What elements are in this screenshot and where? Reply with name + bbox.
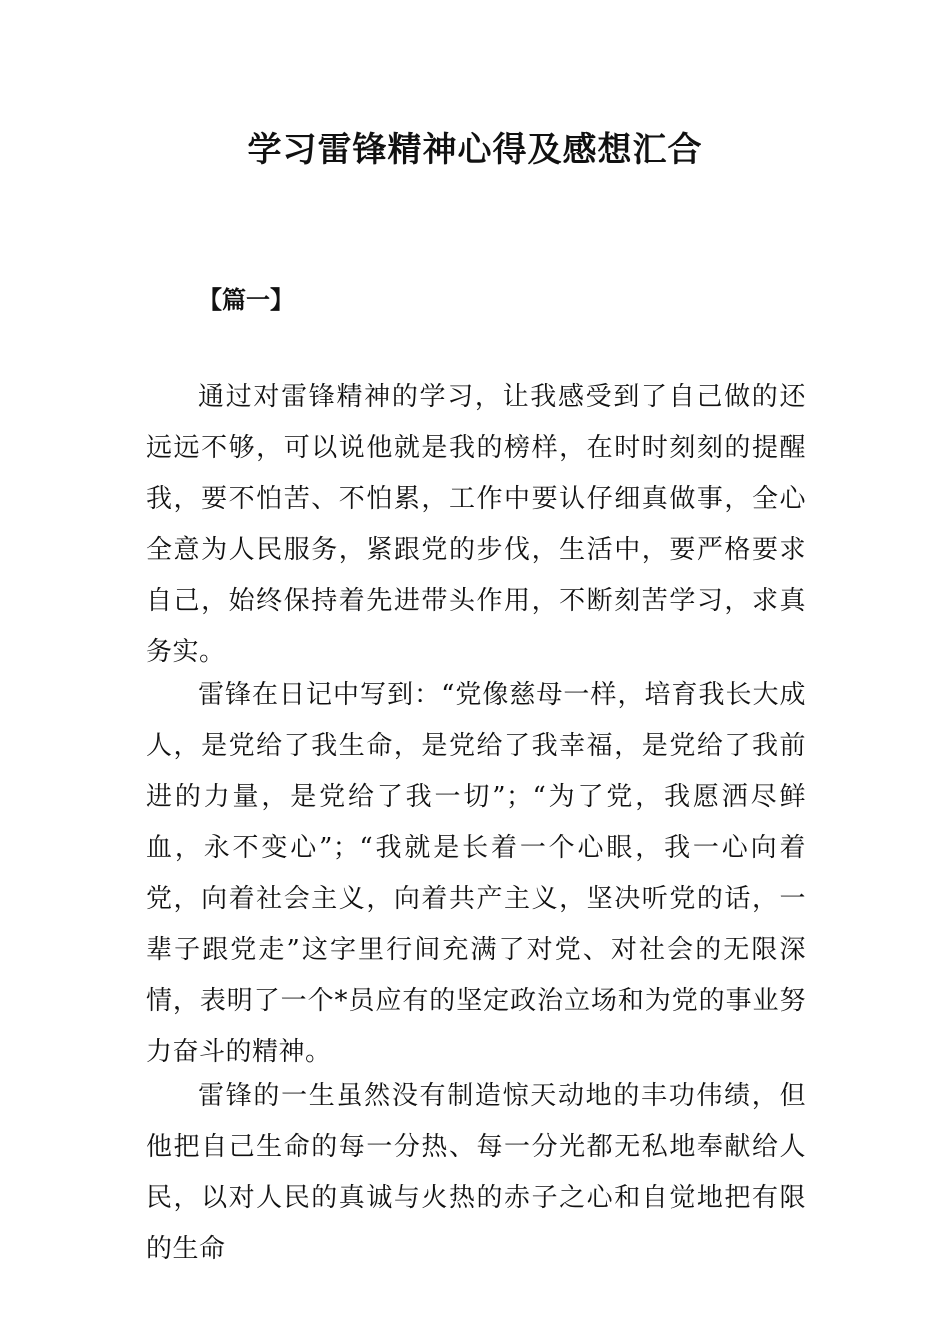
paragraph-3: 雷锋的一生虽然没有制造惊天动地的丰功伟绩，但他把自己生命的每一分热、每一分光都无私地奉献给人民，以对人民的真诚与火热的赤子之心和自觉地把有限的生命 bbox=[146, 1081, 806, 1264]
document-title: 学习雷锋精神心得及感想汇合 bbox=[247, 130, 703, 170]
paragraph-2: 雷锋在日记中写到：“党像慈母一样，培育我长大成人，是党给了我生命，是党给了我幸福，是党给了我前进的力量，是党给了我一切”；“为了党，我愿洒尽鲜血，永不变心”；“我就是长着一个心眼，我一心向着党，向着社会主义，向着共产主义，坚决听党的话，一辈子跟党走”这字里行间充满了对党、对社会的无限深情，表明了一个*员应有的坚定政治立场和为党的事业努力奋斗的精神。 bbox=[146, 680, 806, 1067]
section-label: 【篇一】 bbox=[198, 286, 294, 314]
paragraph-1: 通过对雷锋精神的学习，让我感受到了自己做的还远远不够，可以说他就是我的榜样，在时时刻刻的提醒我，要不怕苦、不怕累，工作中要认仔细真做事，全心全意为人民服务，紧跟党的步伐，生活中，要严格要求自己，始终保持着先进带头作用，不断刻苦学习，求真务实。 bbox=[146, 382, 806, 667]
